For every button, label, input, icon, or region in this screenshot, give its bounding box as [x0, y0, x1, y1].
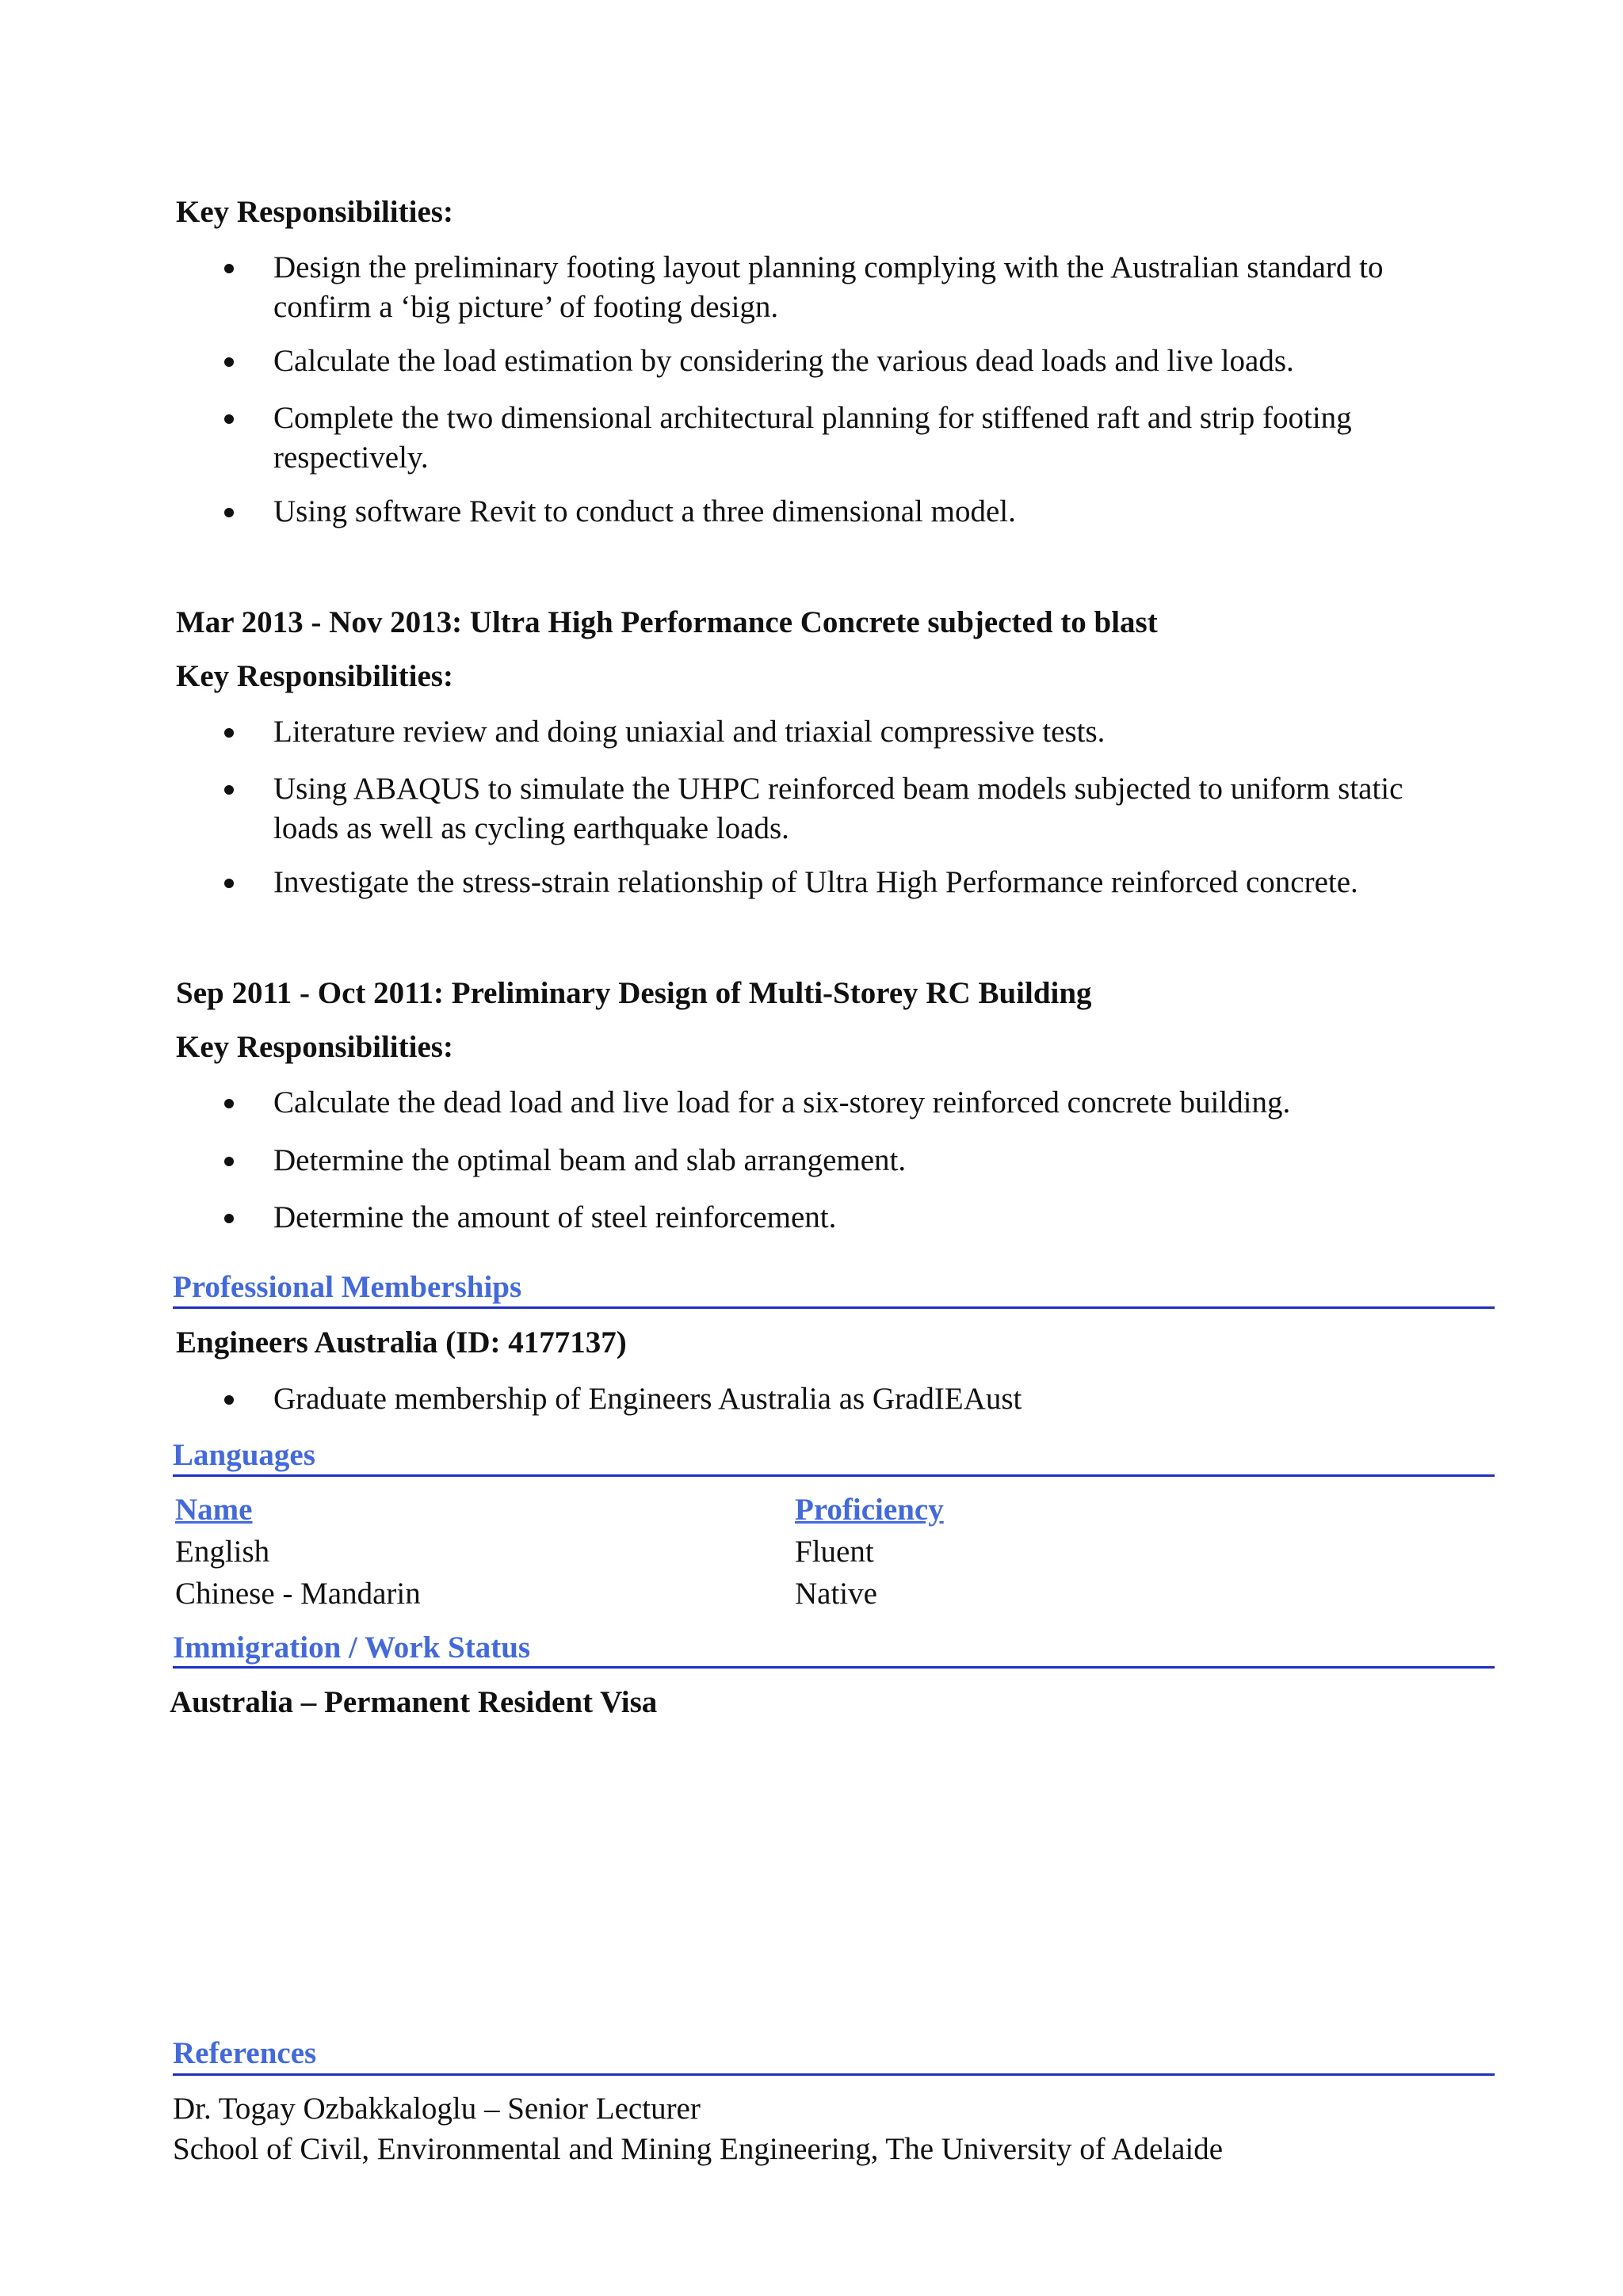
language-name: Chinese - Mandarin — [175, 1577, 421, 1611]
responsibility-line: Calculate the load estimation by considering the various dead loads and live loads. — [273, 344, 1294, 378]
bullet-icon — [224, 1214, 234, 1223]
responsibility-line: respectively. — [273, 441, 429, 475]
bullet-icon — [224, 785, 234, 795]
responsibility-line: Design the preliminary footing layout planning complying with the Australian standard to — [273, 250, 1384, 284]
section-title-immigration: Immigration / Work Status — [173, 1630, 531, 1665]
project-title: Sep 2011 - Oct 2011: Preliminary Design of Multi-Storey RC Building — [176, 976, 1092, 1010]
section-title-references: References — [173, 2036, 317, 2070]
section-divider — [173, 1306, 1495, 1309]
bullet-icon — [224, 414, 234, 424]
bullet-icon — [224, 1395, 234, 1405]
key-responsibilities-heading: Key Responsibilities: — [176, 1030, 453, 1064]
bullet-icon — [224, 1157, 234, 1166]
responsibility-line: Determine the optimal beam and slab arrangement. — [273, 1143, 907, 1177]
section-title-memberships: Professional Memberships — [173, 1270, 522, 1304]
key-responsibilities-heading: Key Responsibilities: — [176, 659, 453, 693]
bullet-icon — [224, 264, 234, 273]
bullet-icon — [224, 1099, 234, 1108]
bullet-icon — [224, 728, 234, 738]
responsibility-line: Complete the two dimensional architectural planning for stiffened raft and strip footing — [273, 401, 1352, 435]
responsibility-line: Literature review and doing uniaxial and triaxial compressive tests. — [273, 715, 1106, 749]
column-header-proficiency: Proficiency — [795, 1493, 944, 1527]
responsibility-line: Calculate the dead load and live load for a six-storey reinforced concrete building. — [273, 1085, 1291, 1119]
reference-affiliation: School of Civil, Environmental and Mining Engineering, The University of Adelaide — [173, 2132, 1224, 2166]
language-proficiency: Fluent — [795, 1535, 874, 1569]
section-divider — [173, 2073, 1495, 2076]
column-header-name: Name — [175, 1493, 253, 1527]
responsibility-line: Determine the amount of steel reinforcement. — [273, 1200, 837, 1234]
responsibility-line: Using ABAQUS to simulate the UHPC reinforced beam models subjected to uniform static — [273, 772, 1403, 806]
language-proficiency: Native — [795, 1577, 877, 1611]
responsibility-line: Investigate the stress-strain relationship of Ultra High Performance reinforced concrete. — [273, 865, 1358, 899]
key-responsibilities-heading: Key Responsibilities: — [176, 195, 453, 229]
section-divider — [173, 1474, 1495, 1477]
reference-name: Dr. Togay Ozbakkaloglu – Senior Lecturer — [173, 2092, 701, 2126]
responsibility-line: confirm a ‘big picture’ of footing design. — [273, 290, 779, 324]
project-title: Mar 2013 - Nov 2013: Ultra High Performance Concrete subjected to blast — [176, 605, 1158, 639]
work-status: Australia – Permanent Resident Visa — [170, 1685, 658, 1719]
membership-org: Engineers Australia (ID: 4177137) — [176, 1325, 627, 1360]
bullet-icon — [224, 357, 234, 367]
responsibility-line: Using software Revit to conduct a three dimensional model. — [273, 494, 1016, 528]
language-name: English — [175, 1535, 270, 1569]
bullet-icon — [224, 879, 234, 888]
section-divider — [173, 1666, 1495, 1669]
bullet-icon — [224, 508, 234, 517]
membership-item: Graduate membership of Engineers Australia as GradIEAust — [273, 1382, 1022, 1416]
responsibility-line: loads as well as cycling earthquake loads. — [273, 811, 789, 845]
section-title-languages: Languages — [173, 1438, 315, 1472]
